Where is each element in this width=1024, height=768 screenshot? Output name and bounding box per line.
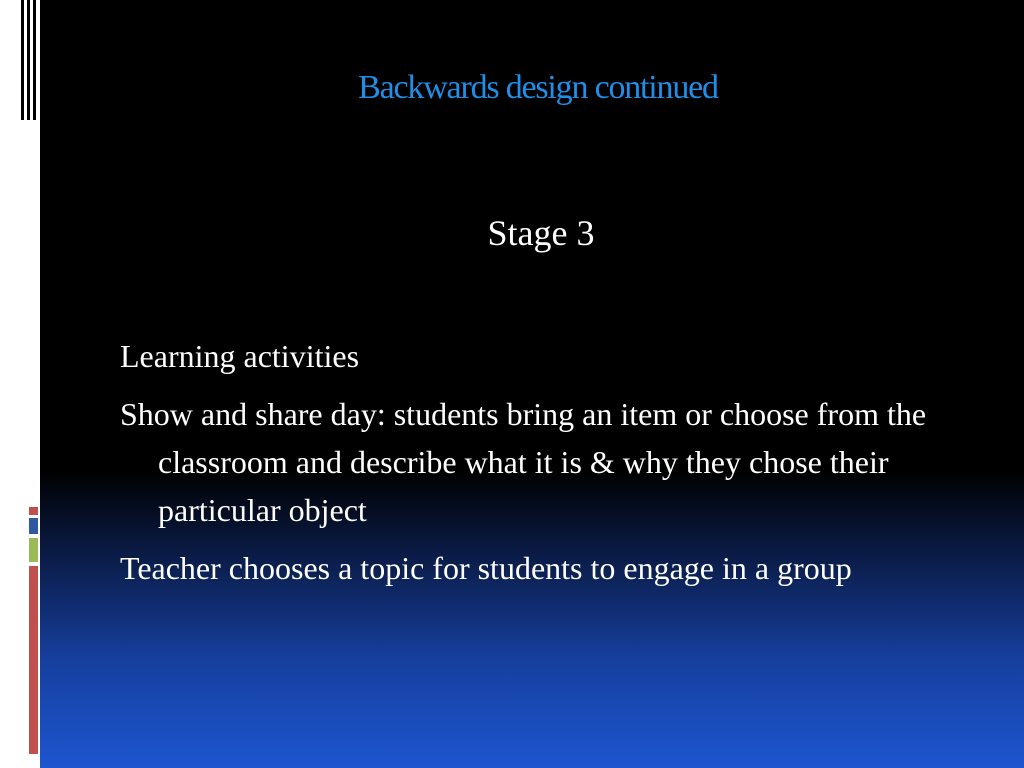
body-paragraph: Teacher chooses a topic for students to engage in a group (120, 550, 852, 586)
decorative-line (27, 0, 30, 120)
accent-bar-green (29, 538, 38, 562)
body-paragraph: Learning activities (120, 338, 360, 374)
decorative-line (21, 0, 24, 120)
accent-bar-red-small (29, 507, 38, 515)
slide-subtitle: Stage 3 (487, 213, 595, 253)
accent-bar-blue (29, 518, 38, 534)
body-paragraph: Show and share day: students bring an item or choose from the classroom and describe what it is & why they chose their particular object (120, 396, 927, 528)
side-decoration-panel (0, 0, 40, 768)
decorative-line (33, 0, 36, 120)
accent-bar-red-long (29, 566, 38, 754)
slide-title: Backwards design continued (358, 69, 718, 106)
slide-body (120, 332, 970, 602)
